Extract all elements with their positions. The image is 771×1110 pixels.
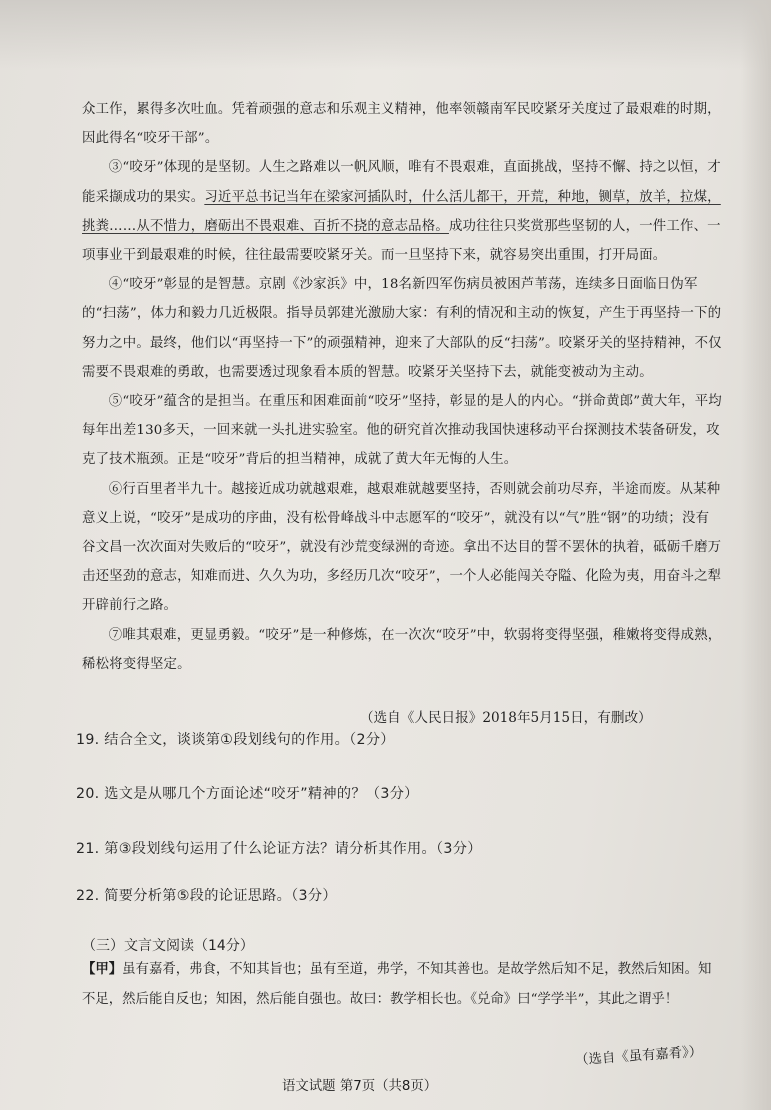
classical-passage — [82, 955, 722, 1014]
question-19 — [76, 729, 395, 749]
page-shadow-right — [741, 0, 771, 1110]
question-points: （2分） — [349, 732, 395, 748]
question-20 — [76, 783, 419, 803]
paragraph-7: ⑦唯其艰难，更显勇毅。“咬牙”是一种修炼，在一次次“咬牙”中，软弱将变得坚强，稚嫩将变得成熟，稀松将变得坚定。 — [82, 627, 722, 672]
question-text: 第③段划线句运用了什么论证方法？请分析其作用。 — [104, 841, 437, 857]
question-points: （3分） — [291, 888, 337, 904]
question-22 — [76, 885, 337, 905]
question-21 — [76, 838, 482, 858]
paragraph-3-underlined-sentence: 习近平总书记当年在梁家河插队时，什么活儿都干，开荒，种地，铡草，放羊，拉煤，挑粪……从不惜力，磨砺出不畏艰难、百折不挠的意志品格。 — [82, 189, 721, 234]
paragraph-5: ⑤“咬牙”蕴含的是担当。在重压和困难面前“咬牙”坚持，彰显的是人的内心。“拼命黄郎”黄大年，平均每年出差130多天，一回来就一头扎进实验室。他的研究首次推动我国快速移动平台探测技术装备研发，攻克了技术瓶颈。正是“咬牙”背后的担当精神，成就了黄大年无悔的人生。 — [82, 394, 722, 468]
jia-body: 虽有嘉肴，弗食，不知其旨也；虽有至道，弗学，不知其善也。是故学然后知不足，教然后知困。知不足，然后能自反也；知困，然后能自强也。故曰：教学相长也。《兑命》曰“学学半”，其此之谓乎！ — [82, 962, 712, 1007]
question-number: 22. — [76, 888, 100, 904]
question-text: 结合全文，谈谈第①段划线句的作用。 — [104, 732, 350, 748]
question-number: 21. — [76, 841, 100, 857]
question-points: （3分） — [365, 786, 419, 802]
paragraph-4: ④“咬牙”彰显的是智慧。京剧《沙家浜》中，18名新四军伤病员被困芦苇荡，连续多日面临日伪军的“扫荡”，体力和毅力几近极限。指导员郭建光激励大家：有利的情况和主动的恢复，产生于再坚持一下的努力之中。最终，他们以“再坚持一下”的顽强精神，迎来了大部队的反“扫荡”。咬紧牙关的坚持精神，不仅需要不畏艰难的勇敢，也需要透过现象看本质的智慧。咬紧牙关坚持下去，就能变被动为主动。 — [82, 277, 722, 380]
classical-source: （选自《虽有嘉肴》） — [574, 1044, 703, 1069]
question-number: 20. — [76, 786, 100, 802]
question-points: （3分） — [436, 841, 482, 857]
paragraph-3-start: ③“咬牙”体现的是坚韧。人生之路难以一帆风顺，唯有不畏艰难，直面挑战，坚持不懈、持之以恒，才能采撷成功的果实。 — [82, 160, 721, 205]
page-footer: 语文试题 第7页（共8页） — [282, 1079, 438, 1094]
passage-source: （选自《人民日报》2018年5月15日，有删改） — [360, 710, 652, 726]
paragraph-6: ⑥行百里者半九十。越接近成功就越艰难，越艰难就越要坚持，否则就会前功尽弃，半途而废。从某种意义上说，“咬牙”是成功的序曲，没有松骨峰战斗中志愿军的“咬牙”，就没有以“气”胜“钢”的功绩；没有谷文昌一次次面对失败后的“咬牙”，就没有沙荒变绿洲的奇迹。拿出不达目的誓不罢休的执着，砥砺千磨万击还坚劲的意志，知难而进、久久为功，多经历几次“咬牙”，一个人必能闯关夺隘、化险为夷，用奋斗之犁开辟前行之路。 — [82, 481, 722, 614]
question-number: 19. — [76, 732, 100, 748]
paragraph-3 — [82, 153, 722, 270]
paragraph-3-end: 成功往往只奖赏那些坚韧的人，一件工作、一项事业干到最艰难的时候，往往最需要咬紧牙关。而一旦坚持下来，就容易突出重围，打开局面。 — [82, 218, 721, 264]
classical-text-jia — [82, 955, 722, 1014]
section-3-heading: （三）文言文阅读（14分） — [82, 938, 254, 954]
question-text: 选文是从哪几个方面论述“咬牙”精神的？ — [104, 786, 366, 802]
paragraph-2-continued: 众工作，累得多次吐血。凭着顽强的意志和乐观主义精神，他率领赣南军民咬紧牙关度过了最艰难的时期，因此得名“咬牙干部”。 — [82, 102, 721, 147]
question-text: 简要分析第⑤段的论证思路。 — [104, 888, 292, 904]
reading-passage — [82, 95, 722, 679]
jia-label: 【甲】 — [82, 961, 123, 977]
page-shadow-top — [0, 0, 771, 70]
